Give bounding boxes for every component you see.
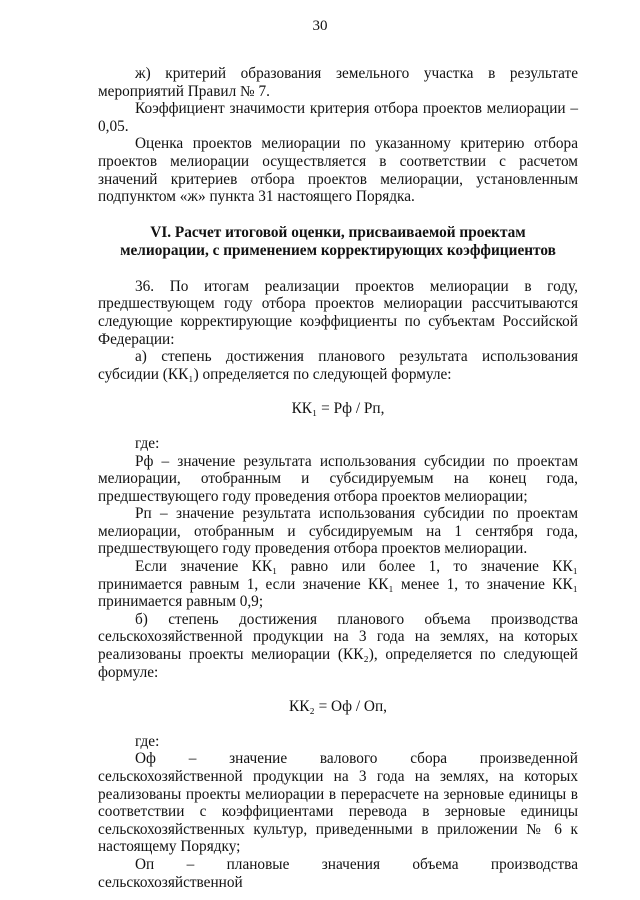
paragraph-kk1-rule: Если значение КК₁ равно или более 1, то значение КК₁ принимается равным 1, если значение КК₁ менее 1, то значение КК₁ принимается равным 0,9;: [98, 558, 578, 611]
paragraph-evaluation: Оценка проектов мелиорации по указанному критерию отбора проектов мелиорации осуществляется в соответствии с расчетом значений критериев отбора проектов мелиорации, установленным подпунктом «ж» пункта 31 настоящего Порядка.: [98, 135, 578, 206]
definition-rp: Рп – значение результата использования субсидии по проектам мелиорации, отобранным и субсидируемым на 1 сентября года, предшествующего году проведения отбора проектов мелиорации.: [98, 505, 578, 558]
section-heading-line-2: мелиорации, с применением корректирующих коэффициентов: [120, 241, 556, 259]
paragraph-b: б) степень достижения планового объема производства сельскохозяйственной продукции на 3 года на землях, на которых реализованы проекты мелиорации (КК₂), определяется по следующей формуле:: [98, 610, 578, 681]
definition-op: Оп – плановые значения объема производства сельскохозяйственной: [98, 855, 578, 891]
document-body: [98, 65, 578, 891]
where-label-1: где:: [135, 434, 160, 452]
definition-rf: Рф – значение результата использования субсидии по проектам мелиорации, отобранным и субсидируемым на конец года, предшествующего году проведения отбора проектов мелиорации;: [98, 452, 578, 505]
paragraph-a: а) степень достижения планового результата использования субсидии (КК₁) определяется по следующей формуле:: [98, 348, 578, 383]
formula-kk1: КК₁ = Рф / Рп,: [291, 400, 385, 418]
section-heading: [98, 224, 578, 260]
paragraph-coefficient: Коэффициент значимости критерия отбора проектов мелиорации – 0,05.: [98, 100, 578, 135]
definition-of: Оф – значение валового сбора произведенной сельскохозяйственной продукции на 3 года на землях, на которых реализованы проекты мелиорации в перерасчете на зерновые единицы в соответствии с коэффициентами перевода в зерновые единицы сельскохозяйственных культур, приведенными в приложении № 6 к настоящему Порядку;: [98, 750, 578, 856]
where-label-2: где:: [135, 732, 160, 750]
section-heading-line-1: VI. Расчет итоговой оценки, присваиваемой проектам: [150, 223, 526, 241]
paragraph-criterion-zh: ж) критерий образования земельного участка в результате мероприятий Правил № 7.: [98, 65, 578, 100]
formula-kk2: КК₂ = Оф / Оп,: [289, 698, 387, 716]
paragraph-36: 36. По итогам реализации проектов мелиорации в году, предшествующем году отбора проектов мелиорации рассчитываются следующие корректирующие коэффициенты по субъектам Российской Федерации:: [98, 277, 578, 348]
page-number: 30: [312, 18, 328, 34]
